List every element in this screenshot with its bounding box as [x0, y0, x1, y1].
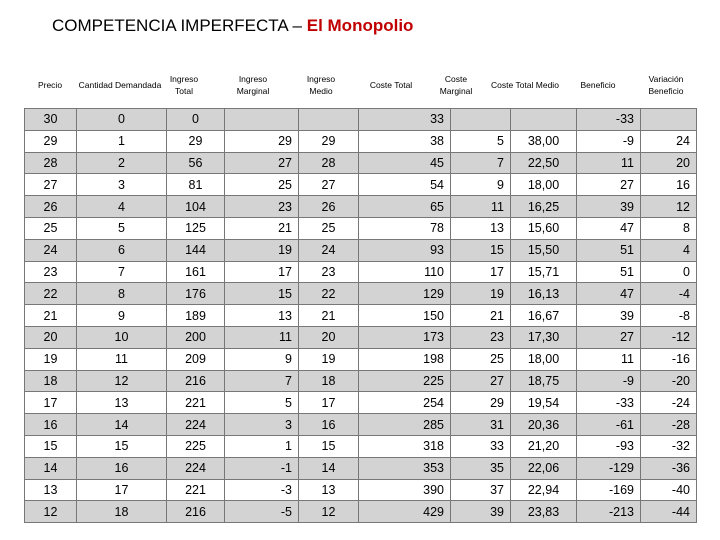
- table-cell: 23: [299, 261, 359, 283]
- table-cell: -93: [577, 435, 641, 457]
- table-cell: 0: [77, 109, 167, 131]
- table-cell: 30: [25, 109, 77, 131]
- table-cell: -61: [577, 414, 641, 436]
- table-cell: 173: [359, 326, 451, 348]
- table-cell: -169: [577, 479, 641, 501]
- table-cell: 9: [451, 174, 511, 196]
- table-cell: 4: [641, 239, 697, 261]
- table-cell: 11: [577, 348, 641, 370]
- table-cell: 200: [167, 326, 225, 348]
- table-cell: 27: [577, 174, 641, 196]
- table-cell: 39: [577, 196, 641, 218]
- table-cell: 19,54: [511, 392, 577, 414]
- table-cell: [451, 109, 511, 131]
- table-cell: [299, 109, 359, 131]
- table-cell: 20: [641, 152, 697, 174]
- table-cell: 81: [167, 174, 225, 196]
- table-cell: 110: [359, 261, 451, 283]
- table-cell: 21: [451, 305, 511, 327]
- table-cell: 9: [225, 348, 299, 370]
- table-cell: 22: [299, 283, 359, 305]
- table-cell: 23: [25, 261, 77, 283]
- table-cell: 38,00: [511, 130, 577, 152]
- table-cell: 161: [167, 261, 225, 283]
- table-row: [25, 414, 697, 436]
- table-row: [25, 261, 697, 283]
- header-precio: Precio: [37, 80, 63, 90]
- table-cell: 21: [25, 305, 77, 327]
- table-cell: 39: [577, 305, 641, 327]
- table-cell: 15,50: [511, 239, 577, 261]
- table-cell: 16,67: [511, 305, 577, 327]
- table-cell: 5: [77, 217, 167, 239]
- table-cell: 29: [225, 130, 299, 152]
- header-variacion-beneficio: Variación Beneficio: [648, 74, 684, 96]
- table-cell: 216: [167, 370, 225, 392]
- title-highlight: El Monopolio: [306, 16, 414, 35]
- table-cell: 15: [77, 435, 167, 457]
- table-cell: 56: [167, 152, 225, 174]
- table-cell: 17: [77, 479, 167, 501]
- table-cell: 4: [77, 196, 167, 218]
- table-cell: 17: [25, 392, 77, 414]
- table-cell: 13: [225, 305, 299, 327]
- table-cell: 8: [77, 283, 167, 305]
- table-cell: 12: [77, 370, 167, 392]
- table-row: [25, 348, 697, 370]
- table-cell: 51: [577, 261, 641, 283]
- table-cell: 1: [77, 130, 167, 152]
- table-cell: 11: [451, 196, 511, 218]
- table-cell: 254: [359, 392, 451, 414]
- table-row: [25, 392, 697, 414]
- table-cell: 318: [359, 435, 451, 457]
- table-cell: -129: [577, 457, 641, 479]
- table-cell: 221: [167, 479, 225, 501]
- table-cell: 15: [299, 435, 359, 457]
- table-cell: 47: [577, 283, 641, 305]
- table-cell: 17,30: [511, 326, 577, 348]
- table-cell: 353: [359, 457, 451, 479]
- table-cell: 16: [77, 457, 167, 479]
- table-row: [25, 479, 697, 501]
- table-cell: 29: [299, 130, 359, 152]
- table-cell: 5: [451, 130, 511, 152]
- table-cell: 13: [451, 217, 511, 239]
- table-cell: 22: [25, 283, 77, 305]
- header-ingreso-marginal: Ingreso Marginal: [236, 74, 270, 96]
- table-cell: 0: [641, 261, 697, 283]
- table-cell: 12: [25, 501, 77, 523]
- table-cell: 12: [299, 501, 359, 523]
- table-cell: -213: [577, 501, 641, 523]
- table-cell: -44: [641, 501, 697, 523]
- table-cell: 39: [451, 501, 511, 523]
- table-cell: 47: [577, 217, 641, 239]
- table-cell: 5: [225, 392, 299, 414]
- table-cell: 15,60: [511, 217, 577, 239]
- table-cell: -9: [577, 130, 641, 152]
- table-cell: -3: [225, 479, 299, 501]
- table-cell: 15: [225, 283, 299, 305]
- table-cell: 14: [299, 457, 359, 479]
- header-coste-marginal: Coste Marginal: [439, 74, 473, 96]
- table-cell: 16: [25, 414, 77, 436]
- table-cell: 31: [451, 414, 511, 436]
- table-cell: 19: [451, 283, 511, 305]
- table-cell: 7: [77, 261, 167, 283]
- table-cell: 26: [25, 196, 77, 218]
- table-cell: -33: [577, 109, 641, 131]
- table-cell: 26: [299, 196, 359, 218]
- table-cell: 10: [77, 326, 167, 348]
- page-title: [52, 16, 413, 36]
- table-cell: -36: [641, 457, 697, 479]
- table-row: [25, 283, 697, 305]
- table-cell: 125: [167, 217, 225, 239]
- table-cell: 11: [225, 326, 299, 348]
- table-cell: 22,94: [511, 479, 577, 501]
- table-cell: 20: [25, 326, 77, 348]
- table-cell: 21: [299, 305, 359, 327]
- table-cell: 27: [577, 326, 641, 348]
- table-cell: 198: [359, 348, 451, 370]
- table-cell: 27: [225, 152, 299, 174]
- table-cell: 17: [225, 261, 299, 283]
- header-coste-total-medio: Coste Total Medio: [491, 80, 559, 90]
- table-cell: 16: [299, 414, 359, 436]
- data-table: [24, 108, 697, 523]
- table-cell: 224: [167, 457, 225, 479]
- table-cell: 37: [451, 479, 511, 501]
- table-cell: -32: [641, 435, 697, 457]
- table-cell: 51: [577, 239, 641, 261]
- table-cell: 23: [451, 326, 511, 348]
- table-row: [25, 217, 697, 239]
- table-cell: -9: [577, 370, 641, 392]
- table-cell: 15,71: [511, 261, 577, 283]
- table-cell: 12: [641, 196, 697, 218]
- title-prefix: COMPETENCIA IMPERFECTA –: [52, 16, 307, 35]
- table-cell: 27: [25, 174, 77, 196]
- table-row: [25, 457, 697, 479]
- table-cell: 221: [167, 392, 225, 414]
- table-cell: 24: [25, 239, 77, 261]
- table-row: [25, 370, 697, 392]
- table-cell: 216: [167, 501, 225, 523]
- table-cell: 29: [25, 130, 77, 152]
- table-cell: 144: [167, 239, 225, 261]
- table-cell: 17: [451, 261, 511, 283]
- table-cell: 25: [451, 348, 511, 370]
- table-cell: 27: [299, 174, 359, 196]
- table-cell: 93: [359, 239, 451, 261]
- header-cantidad-demandada: Cantidad Demandada: [78, 80, 162, 90]
- table-cell: 2: [77, 152, 167, 174]
- table-cell: -5: [225, 501, 299, 523]
- table-cell: 33: [451, 435, 511, 457]
- table-cell: 16,13: [511, 283, 577, 305]
- table-cell: 129: [359, 283, 451, 305]
- table-cell: 25: [299, 217, 359, 239]
- table-cell: 14: [25, 457, 77, 479]
- table-cell: 225: [167, 435, 225, 457]
- table-cell: 7: [451, 152, 511, 174]
- table-row: [25, 501, 697, 523]
- table-cell: 19: [299, 348, 359, 370]
- table-cell: 24: [641, 130, 697, 152]
- header-coste-total: Coste Total: [369, 80, 413, 90]
- table-cell: 225: [359, 370, 451, 392]
- table-cell: 18: [77, 501, 167, 523]
- table-cell: 45: [359, 152, 451, 174]
- table-row: [25, 305, 697, 327]
- table-cell: 20: [299, 326, 359, 348]
- table-cell: -33: [577, 392, 641, 414]
- table-cell: -40: [641, 479, 697, 501]
- table-cell: 7: [225, 370, 299, 392]
- table-cell: -16: [641, 348, 697, 370]
- table-cell: 33: [359, 109, 451, 131]
- table-cell: 54: [359, 174, 451, 196]
- table-cell: 3: [225, 414, 299, 436]
- table-cell: 29: [451, 392, 511, 414]
- table-cell: 11: [577, 152, 641, 174]
- table-cell: [225, 109, 299, 131]
- table-cell: 16: [641, 174, 697, 196]
- table-row: [25, 130, 697, 152]
- table-cell: 18,00: [511, 348, 577, 370]
- table-cell: 21: [225, 217, 299, 239]
- table-cell: -1: [225, 457, 299, 479]
- table-cell: 18: [299, 370, 359, 392]
- table-cell: 13: [299, 479, 359, 501]
- table-cell: 19: [25, 348, 77, 370]
- table-cell: 20,36: [511, 414, 577, 436]
- table-row: [25, 196, 697, 218]
- table-row: [25, 174, 697, 196]
- table-cell: 21,20: [511, 435, 577, 457]
- table-cell: 15: [25, 435, 77, 457]
- table-cell: 28: [25, 152, 77, 174]
- table-cell: 17: [299, 392, 359, 414]
- table-cell: 18,00: [511, 174, 577, 196]
- table-cell: 27: [451, 370, 511, 392]
- header-ingreso-medio: Ingreso Medio: [306, 74, 336, 96]
- table-cell: 29: [167, 130, 225, 152]
- table-cell: [511, 109, 577, 131]
- table-cell: 150: [359, 305, 451, 327]
- table-cell: 224: [167, 414, 225, 436]
- table-cell: 38: [359, 130, 451, 152]
- table-row: [25, 152, 697, 174]
- table-cell: 285: [359, 414, 451, 436]
- table-cell: 14: [77, 414, 167, 436]
- table-cell: 13: [25, 479, 77, 501]
- table-cell: 22,50: [511, 152, 577, 174]
- table-cell: 35: [451, 457, 511, 479]
- table-cell: 25: [225, 174, 299, 196]
- table-cell: 25: [25, 217, 77, 239]
- table-cell: 65: [359, 196, 451, 218]
- table-cell: -8: [641, 305, 697, 327]
- table-cell: 11: [77, 348, 167, 370]
- table-cell: -4: [641, 283, 697, 305]
- table-cell: 1: [225, 435, 299, 457]
- table-row: [25, 239, 697, 261]
- table-cell: 16,25: [511, 196, 577, 218]
- table-cell: -20: [641, 370, 697, 392]
- table-header: [24, 62, 696, 108]
- table-cell: -12: [641, 326, 697, 348]
- table-cell: 390: [359, 479, 451, 501]
- table-row: [25, 109, 697, 131]
- header-ingreso-total: Ingreso Total: [169, 74, 199, 96]
- table-cell: 6: [77, 239, 167, 261]
- table-cell: 28: [299, 152, 359, 174]
- table-cell: 18,75: [511, 370, 577, 392]
- table-cell: 429: [359, 501, 451, 523]
- table-cell: 24: [299, 239, 359, 261]
- table-cell: 23,83: [511, 501, 577, 523]
- table-cell: 22,06: [511, 457, 577, 479]
- table-cell: 104: [167, 196, 225, 218]
- table-cell: 176: [167, 283, 225, 305]
- table-cell: 8: [641, 217, 697, 239]
- table-cell: 13: [77, 392, 167, 414]
- table-cell: [641, 109, 697, 131]
- table-cell: 15: [451, 239, 511, 261]
- table-cell: 0: [167, 109, 225, 131]
- table-cell: 78: [359, 217, 451, 239]
- table-cell: 3: [77, 174, 167, 196]
- table-cell: 209: [167, 348, 225, 370]
- table-cell: -24: [641, 392, 697, 414]
- table-row: [25, 326, 697, 348]
- table-cell: 9: [77, 305, 167, 327]
- table-cell: 19: [225, 239, 299, 261]
- table-row: [25, 435, 697, 457]
- table-cell: 18: [25, 370, 77, 392]
- table-cell: -28: [641, 414, 697, 436]
- table-cell: 23: [225, 196, 299, 218]
- header-beneficio: Beneficio: [580, 80, 616, 90]
- table-cell: 189: [167, 305, 225, 327]
